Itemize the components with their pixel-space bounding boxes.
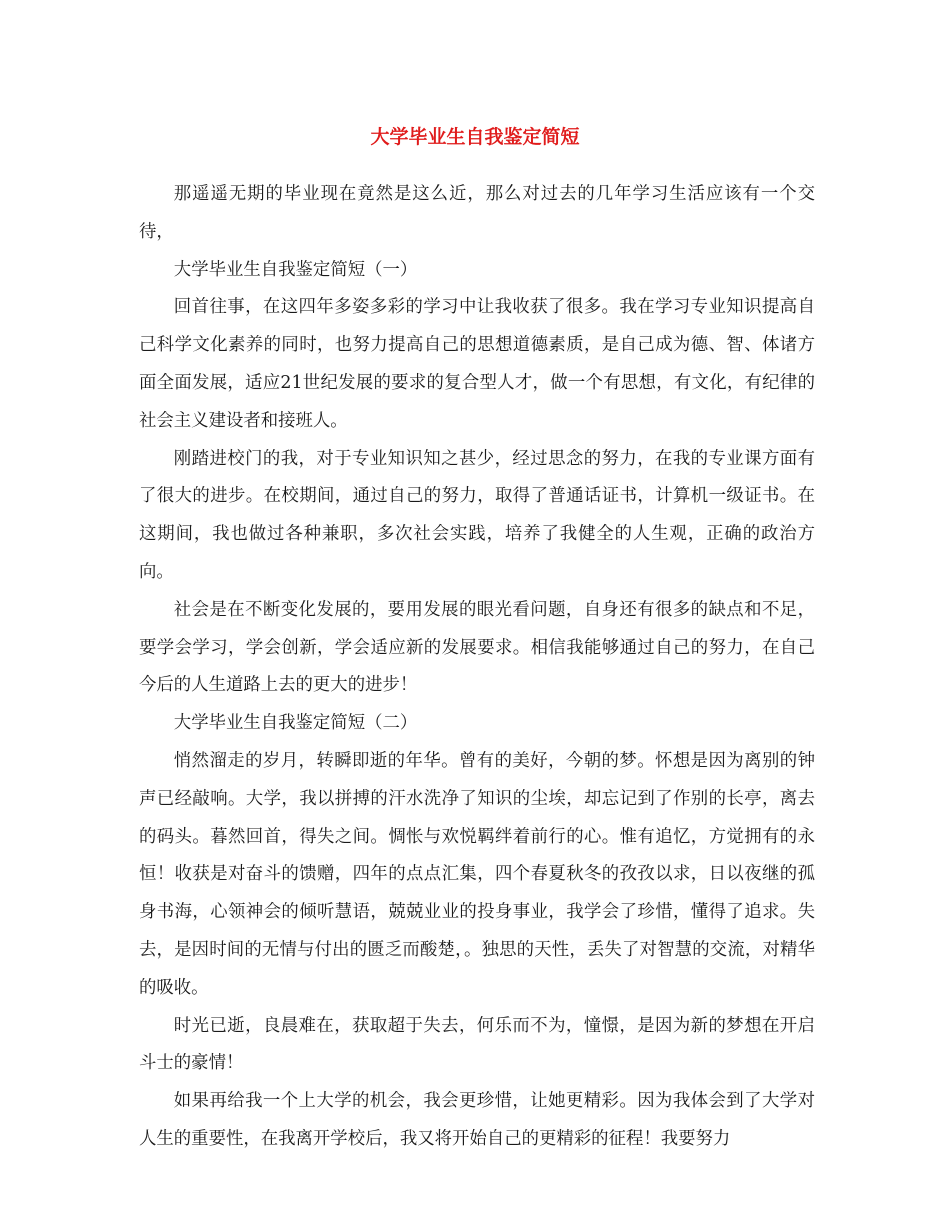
paragraph: 社会是在不断变化发展的，要用发展的眼光看问题，自身还有很多的缺点和不足，要学会学习，学会创新，学会适应新的发展要求。相信我能够通过自己的努力，在自己今后的人生道路上去的更大的进步！ (139, 599, 815, 696)
paragraph: 悄然溜走的岁月，转瞬即逝的年华。曾有的美好，今朝的梦。怀想是因为离别的钟声已经敲响。大学，我以拼搏的汗水洗净了知识的尘埃，却忘记到了作别的长亭，离去的码头。暮然回首，得失之间。惆怅与欢悦羁绊着前行的心。惟有追忆，方觉拥有的永恒！收获是对奋斗的馈赠，四年的点点汇集，四个春夏秋冬的孜孜以求，日以夜继的孤身书海，心领神会的倾听慧语，兢兢业业的投身事业，我学会了珍惜，懂得了追求。失去，是因时间的无情与付出的匮乏而酸楚，。独思的天性，丢失了对智慧的交流，对精华的吸收。 (139, 750, 815, 998)
paragraph-intro: 那遥遥无期的毕业现在竟然是这么近，那么对过去的几年学习生活应该有一个交待， (139, 184, 815, 242)
paragraph: 刚踏进校门的我，对于专业知识知之甚少，经过思念的努力，在我的专业课方面有了很大的进步。在校期间，通过自己的努力，取得了普通话证书，计算机一级证书。在这期间，我也做过各种兼职，多次社会实践，培养了我健全的人生观，正确的政治方向。 (139, 448, 815, 582)
document-body (139, 176, 815, 1159)
section-heading-two: 大学毕业生自我鉴定简短（二） (173, 713, 418, 734)
paragraph: 回首往事，在这四年多姿多彩的学习中让我收获了很多。我在学习专业知识提高自己科学文化素养的同时，也努力提高自己的思想道德素质，是自己成为德、智、体诸方面全面发展，适应21世纪发展的要求的复合型人才，做一个有思想，有文化，有纪律的社会主义建设者和接班人。 (139, 297, 815, 431)
section-heading-one: 大学毕业生自我鉴定简短（一） (173, 259, 418, 280)
paragraph: 如果再给我一个上大学的机会，我会更珍惜，让她更精彩。因为我体会到了大学对人生的重要性，在我离开学校后，我又将开始自己的更精彩的征程！我要努力 (139, 1091, 815, 1149)
document-title: 大学毕业生自我鉴定简短 (370, 126, 580, 148)
paragraph: 时光已逝，良晨难在，获取超于失去，何乐而不为，憧憬，是因为新的梦想在开启斗士的豪情！ (139, 1015, 815, 1074)
